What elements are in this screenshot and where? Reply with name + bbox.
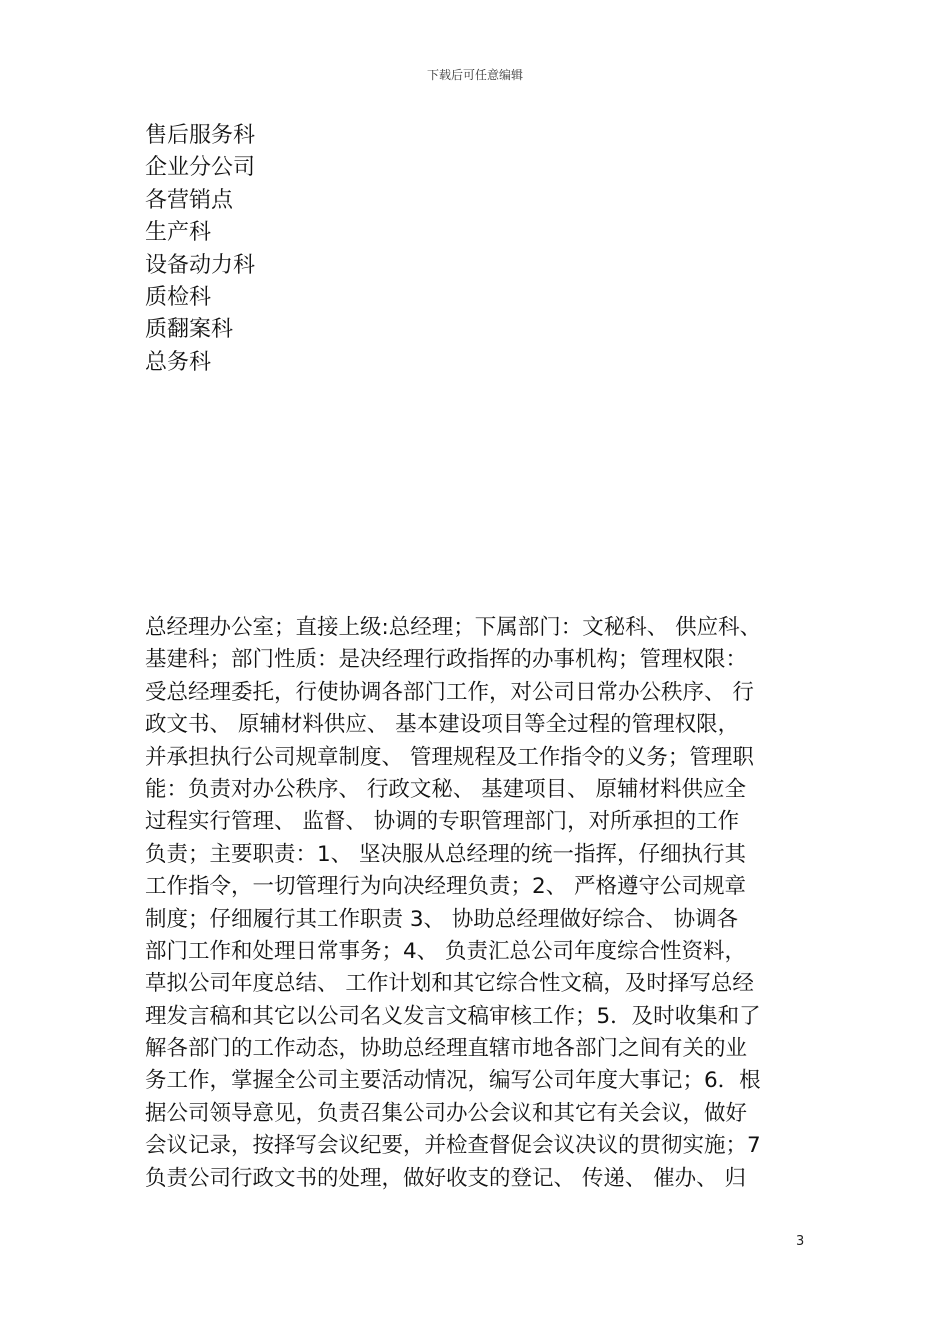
page-header-note: 下载后可任意编辑 xyxy=(426,68,523,82)
department-item: 售后服务科 xyxy=(145,123,256,148)
paragraph-line: 会议记录，按择写会议纪要，并检查督促会议决议的贯彻实施；7 xyxy=(145,1133,761,1159)
department-item: 各营销点 xyxy=(145,187,234,213)
paragraph-line: 能：负责对办公秩序、 行政文秘、 基建项目、 原辅材料供应全 xyxy=(145,776,747,802)
department-item: 设备动力科 xyxy=(145,252,256,278)
paragraph-line: 据公司领导意见，负责召集公司办公会议和其它有关会议，做好 xyxy=(145,1100,748,1126)
paragraph-line: 工作指令，一切管理行为向决经理负责；2、 严格遵守公司规章 xyxy=(145,874,747,900)
department-item: 质翻案科 xyxy=(145,317,234,343)
paragraph-line: 受总经理委托，行使协调各部门工作，对公司日常办公秩序、 行 xyxy=(145,679,754,705)
department-list xyxy=(145,120,255,379)
paragraph-line: 理发言稿和其它以公司名义发言文稿审核工作；5．及时收集和了 xyxy=(145,1003,761,1029)
paragraph-line: 务工作，掌握全公司主要活动情况，编写公司年度大事记；6．根 xyxy=(145,1068,761,1094)
paragraph-line: 部门工作和处理日常事务；4、 负责汇总公司年度综合性资料， xyxy=(145,938,747,964)
paragraph-line: 基建科；部门性质：是决经理行政指挥的办事机构；管理权限： xyxy=(145,647,748,673)
paragraph-line: 负责公司行政文书的处理，做好收支的登记、 传递、 催办、 归 xyxy=(145,1165,747,1191)
paragraph-line: 负责；主要职责：1、 坚决服从总经理的统一指挥，仔细执行其 xyxy=(145,841,747,867)
paragraph-line: 过程实行管理、 监督、 协调的专职管理部门，对所承担的工作 xyxy=(145,809,740,835)
paragraph-line: 制度；仔细履行其工作职责 3、 协助总经理做好综合、 协调各 xyxy=(145,906,739,932)
office-description-paragraph xyxy=(145,612,815,1195)
paragraph-line: 政文书、 原辅材料供应、 基本建设项目等全过程的管理权限， xyxy=(145,712,740,738)
paragraph-line: 草拟公司年度总结、 工作计划和其它综合性文稿，及时择写总经 xyxy=(145,971,754,997)
department-item: 总务科 xyxy=(145,349,212,375)
page-number: 3 xyxy=(796,1234,805,1249)
paragraph-line: 并承担执行公司规章制度、 管理规程及工作指令的义务；管理职 xyxy=(145,744,754,770)
paragraph-line: 解各部门的工作动态，协助总经理直辖市地各部门之间有关的业 xyxy=(145,1036,748,1062)
department-item: 质检科 xyxy=(145,284,212,310)
department-item: 企业分公司 xyxy=(145,155,256,181)
department-item: 生产科 xyxy=(145,220,212,246)
paragraph-line: 总经理办公室；直接上级:总经理；下属部门：文秘科、 供应科、 xyxy=(145,615,762,640)
